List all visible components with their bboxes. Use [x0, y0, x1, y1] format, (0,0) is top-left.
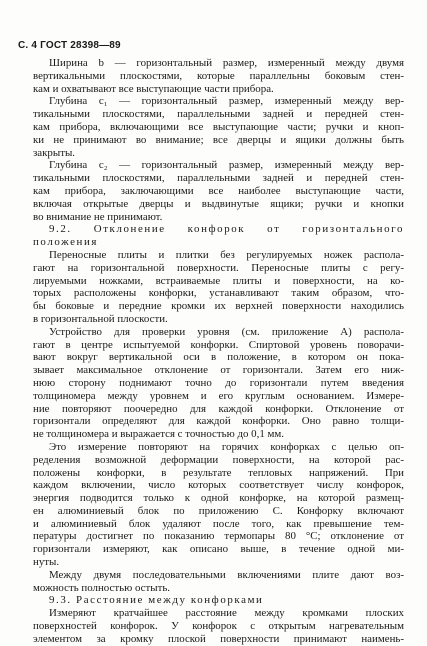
text-line: тикальными плоскостями, параллельными задней и передней стен-	[33, 108, 404, 121]
section-heading-line: положения	[33, 236, 99, 249]
text-line: вают вокруг вертикальной оси в положение, в котором он пока-	[33, 351, 404, 364]
text-line: гают на горизонтальной поверхности. Переносные плиты с регу-	[33, 261, 404, 274]
text-line: гают в центре испытуемой конфорки. Спиртовой уровень поворачи-	[33, 338, 404, 351]
text-line: включая открытые дверцы и выдвинутые ящики; ручки и кнопки	[33, 197, 404, 210]
text-line: кам и охватывают все выступающие части прибора.	[33, 82, 274, 95]
text-line: и алюминиевый блок удаляют после того, как превышение тем-	[33, 517, 404, 530]
text-line: Это измерение повторяют на горячих конфорках с целью оп-	[49, 440, 404, 453]
text-line: во внимание не принимают.	[33, 210, 163, 223]
text-line: в горизонтальной плоскости.	[33, 312, 168, 325]
text-line: ределения возможной деформации поверхности, на которой рас-	[33, 453, 404, 466]
text-line: пературы достигнет по показанию термопары 80 °С; отклонение от	[33, 530, 404, 543]
text-line: Устройство для проверки уровня (см. приложение А) распола-	[49, 325, 404, 338]
text-line: Ширина b — горизонтальный размер, измеренный между двумя	[49, 57, 404, 69]
text-line: ен алюминиевый блок по приложению С. Конфорку включают	[33, 504, 404, 517]
text-line: закрыты.	[33, 146, 75, 159]
text-line: не толщиномера и выражается с точностью до 0,1 мм.	[33, 428, 285, 441]
text-line: бы боковые и передние кромки их верхней поверхности находились	[33, 300, 404, 313]
document-body	[33, 57, 404, 646]
text-line: ние повторяют поочередно для каждой конфорки. Отклонение от	[33, 402, 404, 415]
text-line: поверхностей конфорок. У конфорок с открытым нагревательным	[33, 620, 404, 633]
text-line: Измеряют кратчайшее расстояние между кромками плоских	[49, 607, 404, 620]
text-line: ки не принимают во внимание; все дверцы и ящики должны быть	[33, 133, 404, 146]
text-line: толщиномера между уровнем и его круглым основанием. Измере-	[33, 389, 404, 402]
text-line: энергия подводится только к одной конфорке, на которой размещ-	[33, 492, 404, 505]
text-line: каждом включении, число которых соответствует числу конфорок,	[33, 479, 404, 492]
text-line: Глубина c₂ — горизонтальный размер, измеренный между вер-	[49, 159, 404, 172]
text-line: Глубина c₁ — горизонтальный размер, измеренный между вер-	[49, 95, 404, 108]
text-line: торых расположены конфорки, устанавливают таким образом, что-	[33, 287, 404, 300]
text-line: горизонтали измеряют, как описано выше, в течение одной ми-	[33, 543, 404, 556]
text-line: лируемыми ножками, встраиваемые плиты и поверхности, на ко-	[33, 274, 404, 287]
section-heading-line: 9.2. Отклонение конфорок от горизонтального	[49, 223, 404, 236]
text-line: кам прибора, заключающими все наиболее выступающие части,	[33, 184, 404, 197]
text-line: Между двумя последовательными включениями плите дают воз-	[49, 568, 404, 581]
text-line: нуты.	[33, 556, 60, 569]
section-heading-line: 9.3. Расстояние между конфорками	[49, 594, 264, 607]
text-line: Переносные плиты и плитки без регулируемых ножек распола-	[49, 248, 404, 261]
text-line: элементом за кромку плоской поверхности принимают наимень-	[33, 632, 404, 645]
text-line: нюю сторону поднимают точно до горизонтали путем введения	[33, 376, 404, 389]
text-line: положены конфорки, в результате тепловых напряжений. При	[33, 466, 404, 479]
text-line: тикальными плоскостями, параллельными задней и передней стен-	[33, 172, 404, 185]
text-line: вертикальными плоскостями, которые параллельны боковым стен-	[33, 69, 404, 82]
text-line: зывает максимальное отклонение от горизонтали. Затем его ниж-	[33, 364, 404, 377]
text-line: кам прибора, включающими все выступающие части; ручки и кноп-	[33, 120, 404, 133]
text-line: можность полностью остыть.	[33, 581, 171, 594]
page-header: С. 4 ГОСТ 28398—89	[18, 40, 121, 51]
text-line: горизонтали определяют для каждой конфорки. Оно равно толщи-	[33, 415, 404, 428]
